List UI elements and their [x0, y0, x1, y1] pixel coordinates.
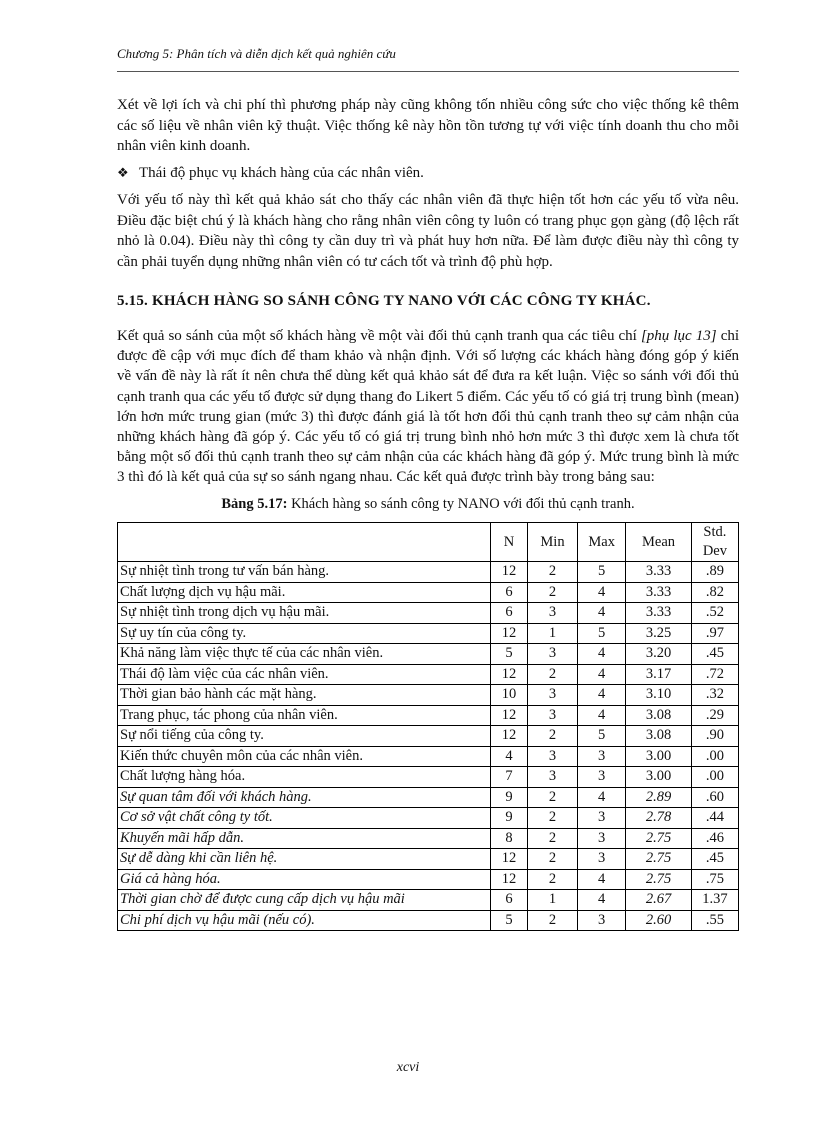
bullet-text: Thái độ phục vụ khách hàng của các nhân viên.	[139, 164, 424, 181]
row-label: Kiến thức chuyên môn của các nhân viên.	[118, 746, 491, 767]
table-row	[118, 849, 739, 870]
cell-std: .72	[691, 664, 738, 685]
cell-min: 2	[527, 726, 577, 747]
cell-std: .82	[691, 582, 738, 603]
cell-mean: 3.25	[626, 623, 692, 644]
cell-std: .32	[691, 685, 738, 706]
cell-mean: 3.33	[626, 582, 692, 603]
cell-min: 3	[527, 705, 577, 726]
cell-std: .97	[691, 623, 738, 644]
table-row	[118, 869, 739, 890]
cell-max: 3	[578, 767, 626, 788]
header-blank	[118, 523, 491, 562]
cell-min: 3	[527, 767, 577, 788]
cell-mean: 3.00	[626, 767, 692, 788]
row-label: Giá cả hàng hóa.	[118, 869, 491, 890]
cell-mean: 2.89	[626, 787, 692, 808]
table-row	[118, 808, 739, 829]
table-row	[118, 787, 739, 808]
cell-min: 3	[527, 644, 577, 665]
appendix-reference: [phụ lục 13]	[640, 328, 717, 344]
cell-n: 12	[491, 705, 528, 726]
table-row	[118, 767, 739, 788]
cell-min: 1	[527, 623, 577, 644]
cell-min: 3	[527, 685, 577, 706]
cell-min: 2	[527, 869, 577, 890]
cell-std: .46	[691, 828, 738, 849]
cell-max: 5	[578, 726, 626, 747]
header-mean: Mean	[626, 523, 692, 562]
diamond-bullet-icon: ❖	[117, 164, 129, 180]
cell-max: 4	[578, 890, 626, 911]
cell-std: .29	[691, 705, 738, 726]
cell-std: .75	[691, 869, 738, 890]
comparison-table	[117, 522, 739, 931]
cell-max: 3	[578, 849, 626, 870]
cell-max: 4	[578, 644, 626, 665]
cell-std: .45	[691, 644, 738, 665]
cell-std: .90	[691, 726, 738, 747]
cell-min: 2	[527, 562, 577, 583]
paragraph-comparison	[117, 326, 739, 488]
cell-max: 4	[578, 664, 626, 685]
table-caption	[117, 494, 739, 515]
cell-mean: 3.08	[626, 705, 692, 726]
row-label: Sự nhiệt tình trong dịch vụ hậu mãi.	[118, 603, 491, 624]
cell-n: 8	[491, 828, 528, 849]
row-label: Trang phục, tác phong của nhân viên.	[118, 705, 491, 726]
cell-n: 9	[491, 808, 528, 829]
row-label: Thời gian chờ để được cung cấp dịch vụ hậu mãi	[118, 890, 491, 911]
cell-std: .60	[691, 787, 738, 808]
header-min: Min	[527, 523, 577, 562]
cell-max: 4	[578, 685, 626, 706]
cell-std: .55	[691, 910, 738, 931]
cell-std: 1.37	[691, 890, 738, 911]
row-label: Thời gian bảo hành các mặt hàng.	[118, 685, 491, 706]
cell-mean: 2.75	[626, 828, 692, 849]
table-row	[118, 664, 739, 685]
cell-n: 7	[491, 767, 528, 788]
cell-max: 3	[578, 828, 626, 849]
paragraph-cost-benefit: Xét về lợi ích và chi phí thì phương pháp này cũng không tốn nhiều công sức cho việc thống kê thêm các số liệu về nhân viên kỹ thuật. Việc thống kê này hồn tồn tương tự với việc tính doanh thu cho mỗi nhân viên kinh doanh.	[117, 97, 739, 154]
cell-max: 3	[578, 910, 626, 931]
header-divider	[117, 71, 739, 72]
cell-n: 12	[491, 664, 528, 685]
cell-n: 6	[491, 603, 528, 624]
cell-mean: 3.33	[626, 562, 692, 583]
table-row	[118, 623, 739, 644]
cell-n: 4	[491, 746, 528, 767]
cell-max: 3	[578, 808, 626, 829]
bullet-item	[117, 163, 739, 184]
comparison-text-part2: chỉ được đề cập với mục đích để tham khảo và nhận định. Với số lượng các khách hàng đóng góp ý kiến về vấn đề này là rất ít nên chưa thể dùng kết quả khảo sát để đưa ra kết luận. Việc so sánh với đối thủ cạnh tranh qua các yếu tố được sử dụng thang đo Likert 5 điểm. Các yếu tố có giá trị trung bình (mean) lớn hơn mức trung gian (mức 3) thì được đánh giá là tốt hơn đối thủ cạnh tranh theo sự cảm nhận của những khách hàng đã góp ý. Các yếu tố có giá trị trung bình nhỏ hơn mức 3 thì được xem là chưa tốt bằng một số đối thủ cạnh tranh theo sự cảm nhận của các khách hàng đã góp ý. Mức trung bình là mức 3 thì đó là kết quả của sự so sánh ngang nhau. Các kết quả được trình bày trong bảng sau:	[117, 328, 740, 486]
cell-min: 2	[527, 808, 577, 829]
table-row	[118, 910, 739, 931]
cell-min: 1	[527, 890, 577, 911]
cell-min: 3	[527, 746, 577, 767]
cell-mean: 2.67	[626, 890, 692, 911]
table-row	[118, 685, 739, 706]
table-row	[118, 890, 739, 911]
cell-mean: 3.10	[626, 685, 692, 706]
row-label: Chất lượng dịch vụ hậu mãi.	[118, 582, 491, 603]
cell-n: 5	[491, 644, 528, 665]
cell-n: 5	[491, 910, 528, 931]
row-label: Sự quan tâm đối với khách hàng.	[118, 787, 491, 808]
cell-min: 3	[527, 603, 577, 624]
table-row	[118, 644, 739, 665]
cell-max: 4	[578, 582, 626, 603]
cell-min: 2	[527, 664, 577, 685]
table-row	[118, 828, 739, 849]
row-label: Sự uy tín của công ty.	[118, 623, 491, 644]
header-std-dev: Std. Dev	[691, 523, 738, 562]
cell-mean: 3.20	[626, 644, 692, 665]
cell-min: 2	[527, 849, 577, 870]
cell-n: 12	[491, 849, 528, 870]
page-number: xcvi	[396, 1060, 420, 1075]
cell-std: .52	[691, 603, 738, 624]
cell-std: .00	[691, 746, 738, 767]
table-header-row	[118, 523, 739, 562]
row-label: Khả năng làm việc thực tế của các nhân viên.	[118, 644, 491, 665]
cell-max: 4	[578, 869, 626, 890]
table-row	[118, 746, 739, 767]
cell-max: 5	[578, 562, 626, 583]
cell-n: 10	[491, 685, 528, 706]
cell-mean: 2.75	[626, 869, 692, 890]
cell-n: 12	[491, 623, 528, 644]
cell-min: 2	[527, 582, 577, 603]
table-row	[118, 603, 739, 624]
cell-mean: 3.17	[626, 664, 692, 685]
cell-min: 2	[527, 787, 577, 808]
cell-n: 12	[491, 562, 528, 583]
cell-std: .44	[691, 808, 738, 829]
row-label: Chất lượng hàng hóa.	[118, 767, 491, 788]
table-caption-text: Khách hàng so sánh công ty NANO với đối thủ cạnh tranh.	[287, 495, 635, 512]
cell-std: .00	[691, 767, 738, 788]
cell-min: 2	[527, 910, 577, 931]
paragraph-service-attitude: Với yếu tố này thì kết quả khảo sát cho thấy các nhân viên đã thực hiện tốt hơn các yếu tố vừa nêu. Điều đặc biệt chú ý là khách hàng cho rằng nhân viên công ty luôn có trang phục gọn gàng (độ lệch rất nhỏ là 0.04). Điều này thì công ty cần duy trì và phát huy hơn nữa. Để làm được điều này thì công ty cần phải tuyển dụng những nhân viên có tư cách tốt và trình độ phù hợp.	[117, 192, 739, 270]
cell-mean: 2.60	[626, 910, 692, 931]
header-n: N	[491, 523, 528, 562]
cell-mean: 3.33	[626, 603, 692, 624]
cell-n: 9	[491, 787, 528, 808]
table-row	[118, 726, 739, 747]
cell-mean: 2.75	[626, 849, 692, 870]
row-label: Chi phí dịch vụ hậu mãi (nếu có).	[118, 910, 491, 931]
cell-std: .89	[691, 562, 738, 583]
cell-max: 5	[578, 623, 626, 644]
cell-max: 3	[578, 746, 626, 767]
table-row	[118, 705, 739, 726]
cell-n: 12	[491, 726, 528, 747]
section-heading: 5.15. KHÁCH HÀNG SO SÁNH CÔNG TY NANO VỚI CÁC CÔNG TY KHÁC.	[117, 293, 651, 309]
cell-max: 4	[578, 603, 626, 624]
cell-mean: 2.78	[626, 808, 692, 829]
table-row	[118, 582, 739, 603]
cell-min: 2	[527, 828, 577, 849]
cell-n: 6	[491, 582, 528, 603]
comparison-text-part1: Kết quả so sánh của một số khách hàng về một vài đối thủ cạnh tranh qua các tiêu chí	[117, 328, 641, 344]
row-label: Cơ sở vật chất công ty tốt.	[118, 808, 491, 829]
row-label: Sự dễ dàng khi cần liên hệ.	[118, 849, 491, 870]
cell-max: 4	[578, 787, 626, 808]
row-label: Thái độ làm việc của các nhân viên.	[118, 664, 491, 685]
row-label: Sự nhiệt tình trong tư vấn bán hàng.	[118, 562, 491, 583]
row-label: Khuyến mãi hấp dẫn.	[118, 828, 491, 849]
cell-std: .45	[691, 849, 738, 870]
row-label: Sự nổi tiếng của công ty.	[118, 726, 491, 747]
cell-mean: 3.00	[626, 746, 692, 767]
header-max: Max	[578, 523, 626, 562]
cell-n: 6	[491, 890, 528, 911]
cell-max: 4	[578, 705, 626, 726]
page-content	[117, 95, 739, 931]
table-row	[118, 562, 739, 583]
chapter-header: Chương 5: Phân tích và diễn dịch kết quả nghiên cứu	[117, 46, 396, 61]
table-caption-label: Bảng 5.17:	[221, 495, 288, 512]
cell-mean: 3.08	[626, 726, 692, 747]
cell-n: 12	[491, 869, 528, 890]
